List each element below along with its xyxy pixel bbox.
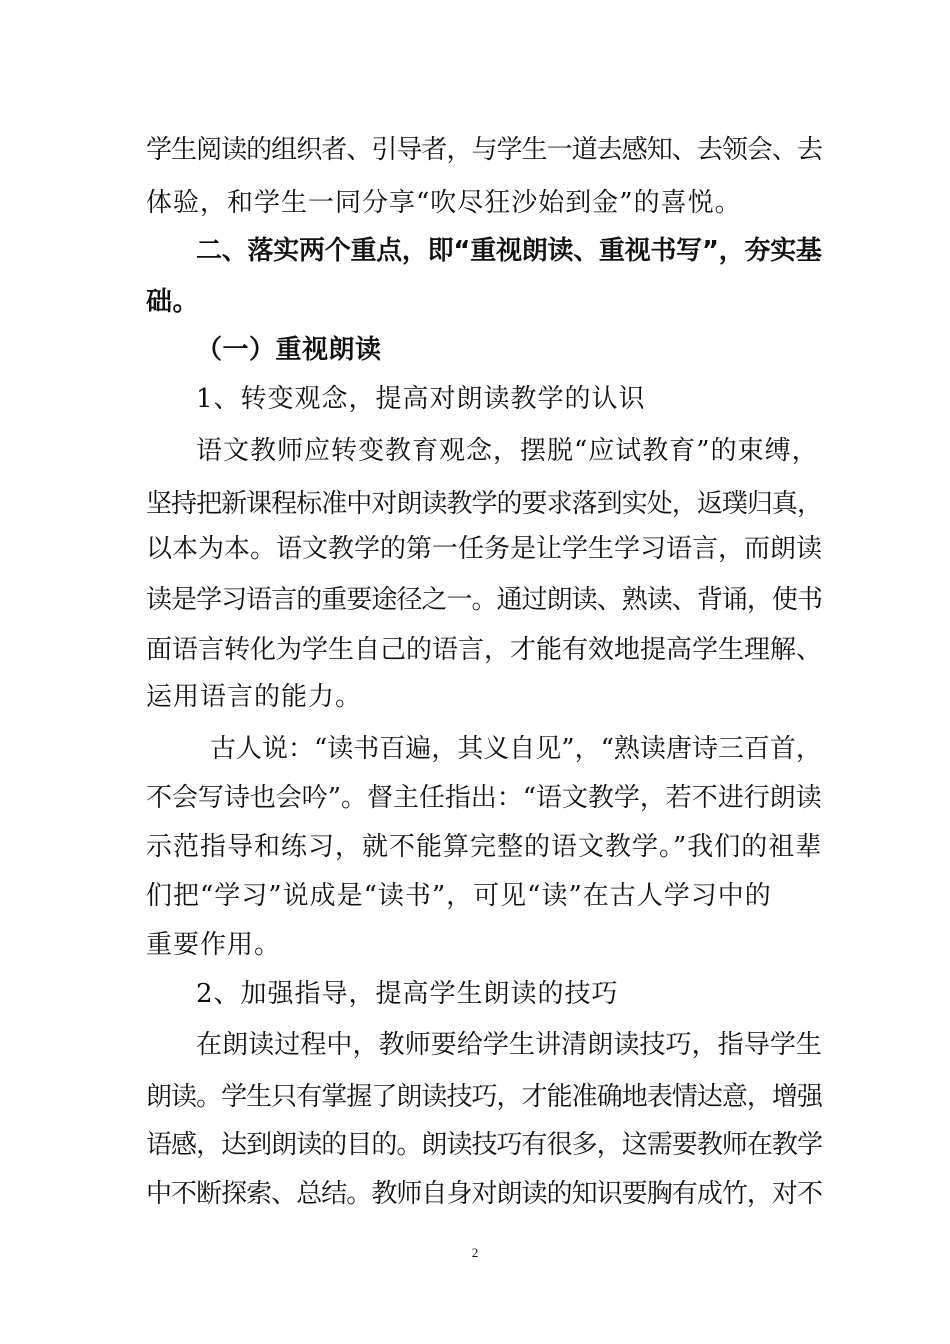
- text-line: 朗读。学生只有掌握了朗读技巧，才能准确地表情达意，增强: [146, 1082, 823, 1112]
- text-line: 示范指导和练习，就不能算完整的语文教学。”我们的祖辈: [146, 832, 823, 862]
- text-line: 体验，和学生一同分享“吹尽狂沙始到金”的喜悦。: [146, 188, 742, 218]
- item-heading: 2、加强指导，提高学生朗读的技巧: [196, 979, 619, 1009]
- page-number: 2: [471, 1245, 479, 1260]
- text-line: 古人说：“读书百遍，其义自见”，“熟读唐诗三百首，: [210, 734, 822, 764]
- text-line: 们把“学习”说成是“读书”，可见“读”在古人学习中的: [146, 881, 772, 911]
- section-heading: 二、落实两个重点，即“重视朗读、重视书写”，夯实基: [196, 236, 822, 266]
- text-line: 坚持把新课程标准中对朗读教学的要求落到实处，返璞归真，: [146, 489, 823, 519]
- text-line: 面语言转化为学生自己的语言，才能有效地提高学生理解、: [146, 635, 823, 665]
- text-line: 语感，达到朗读的目的。朗读技巧有很多，这需要教师在教学: [146, 1130, 823, 1160]
- text-line: 运用语言的能力。: [146, 682, 363, 712]
- item-heading: 1、转变观念，提高对朗读教学的认识: [196, 384, 646, 414]
- text-line: 以本为本。语文教学的第一任务是让学生学习语言，而朗读: [146, 534, 823, 564]
- text-line: 中不断探索、总结。教师自身对朗读的知识要胸有成竹，对不: [146, 1179, 823, 1209]
- section-heading: 础。: [146, 287, 200, 317]
- text-line: 语文教师应转变教育观念，摆脱“应试教育”的束缚，: [196, 436, 819, 466]
- subsection-heading: （一）重视朗读: [196, 335, 382, 365]
- text-line: 重要作用。: [146, 930, 282, 960]
- text-line: 读是学习语言的重要途径之一。通过朗读、熟读、背诵，使书: [146, 585, 823, 615]
- text-line: 在朗读过程中，教师要给学生讲清朗读技巧，指导学生: [196, 1030, 823, 1060]
- text-line: 不会写诗也会吟”。督主任指出：“语文教学，若不进行朗读: [146, 783, 822, 813]
- text-line: 学生阅读的组织者、引导者，与学生一道去感知、去领会、去: [146, 135, 823, 165]
